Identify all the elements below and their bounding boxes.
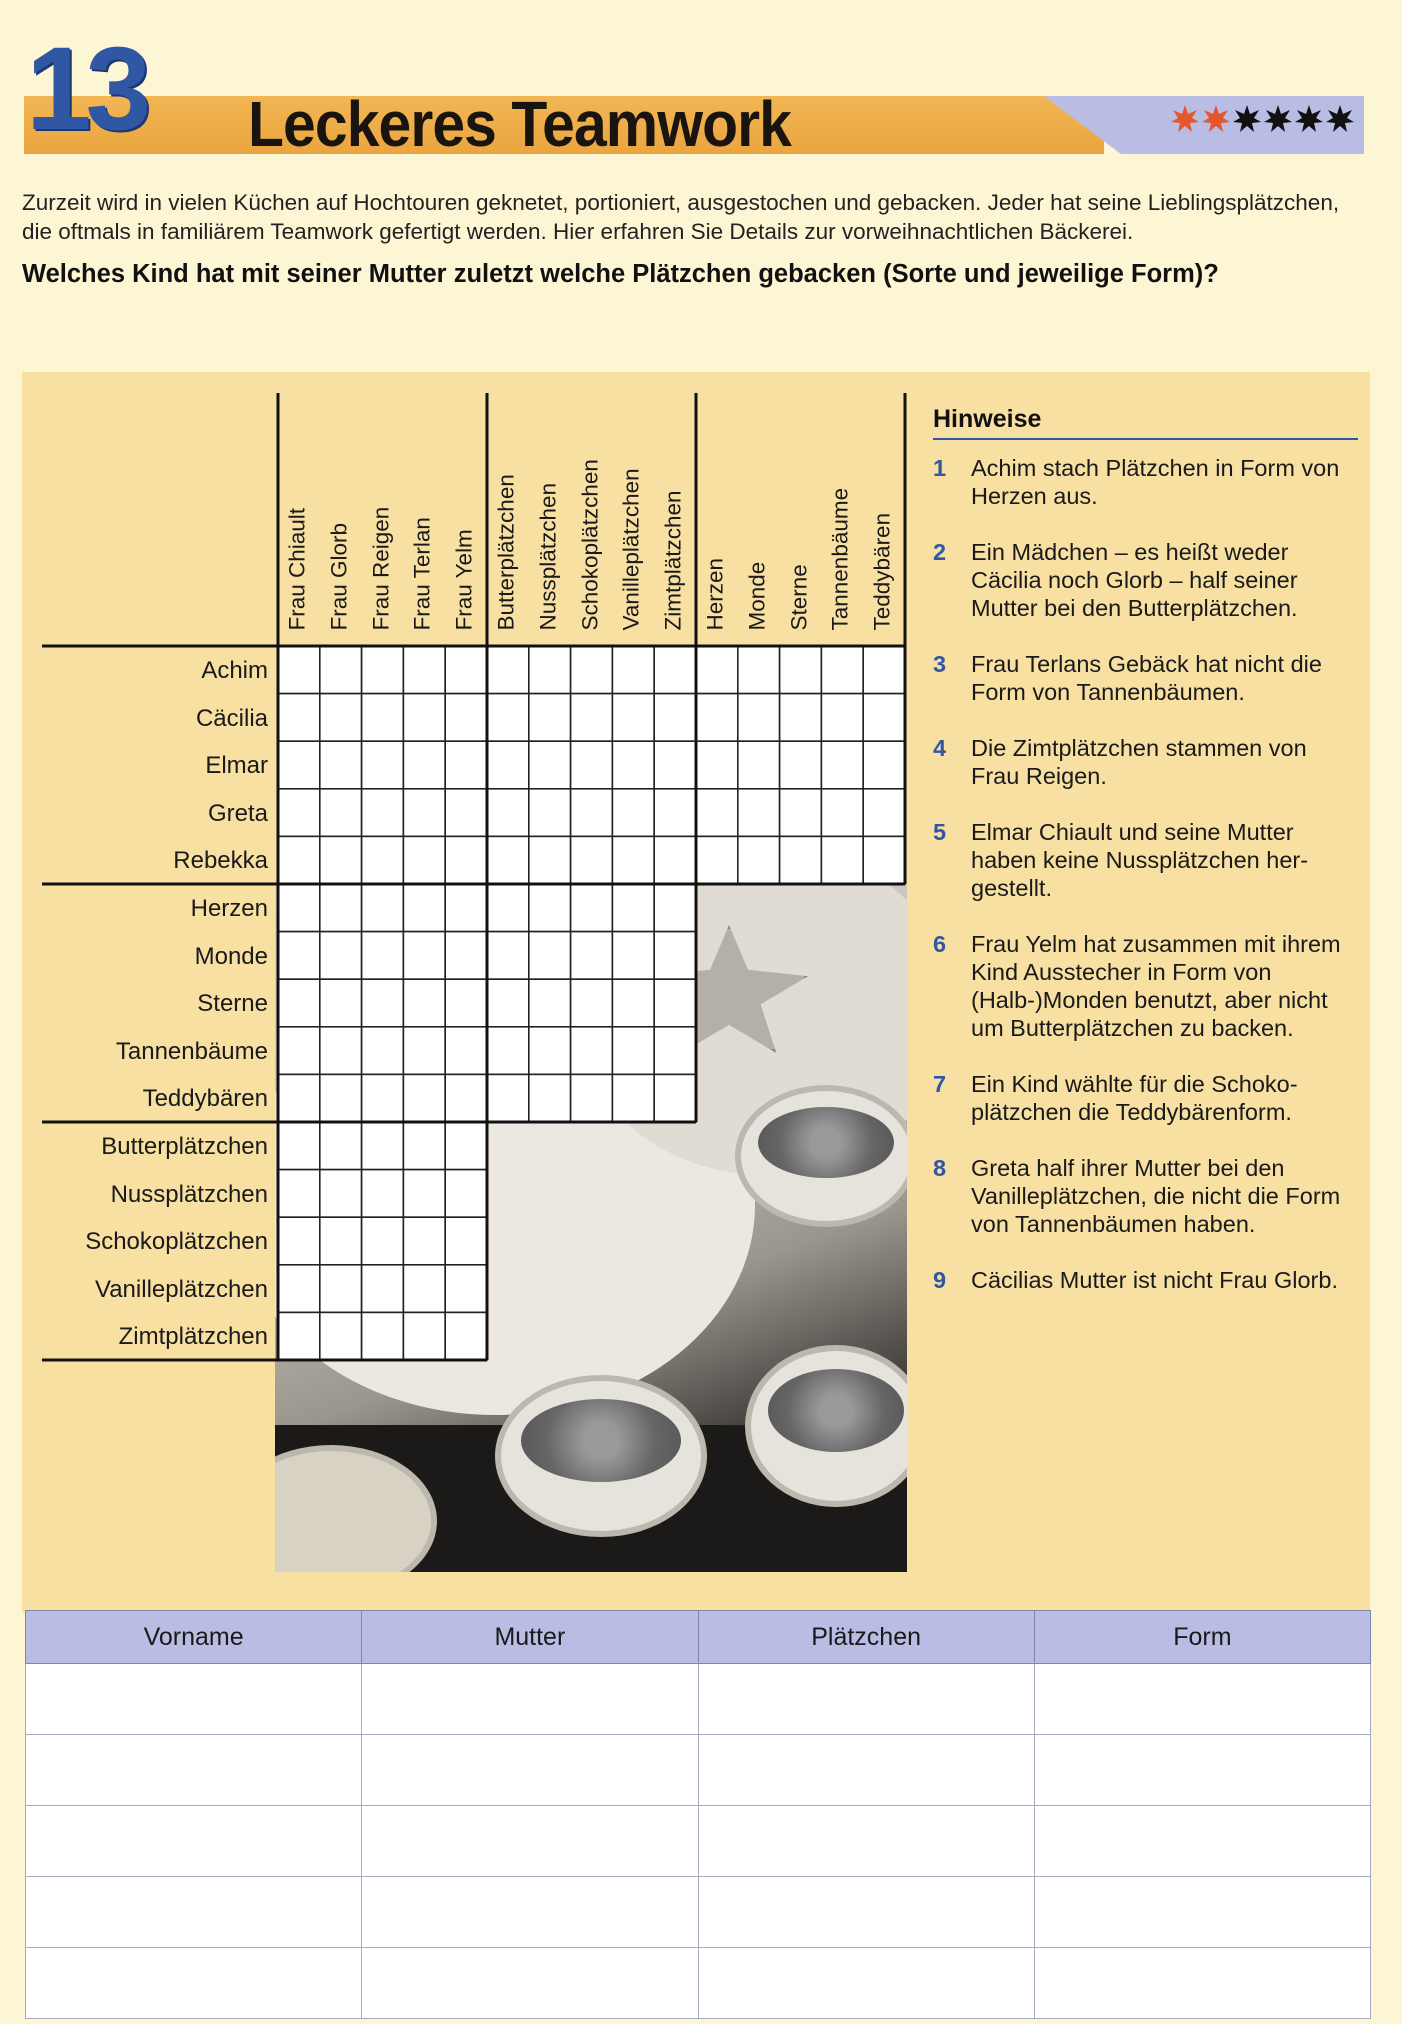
grid-cell[interactable] — [612, 1027, 654, 1075]
answer-cell[interactable] — [26, 1735, 362, 1806]
grid-cell[interactable] — [320, 1170, 362, 1218]
grid-cell[interactable] — [696, 836, 738, 884]
hint-item — [933, 650, 1358, 706]
grid-cell[interactable] — [863, 694, 905, 742]
grid-cell[interactable] — [445, 1027, 487, 1075]
grid-cell[interactable] — [362, 1122, 404, 1170]
grid-column-label: Zimtplätzchen — [660, 490, 686, 631]
grid-cell[interactable] — [529, 1027, 571, 1075]
grid-cell[interactable] — [445, 1217, 487, 1265]
grid-cell[interactable] — [403, 932, 445, 980]
grid-cell[interactable] — [571, 836, 613, 884]
grid-cell[interactable] — [529, 979, 571, 1027]
hint-text: Ein Mädchen – es heißt weder Cäcilia noch Glorb – half seiner Mutter bei den Butterplätzchen. — [971, 539, 1298, 621]
grid-cell[interactable] — [278, 1217, 320, 1265]
grid-cell[interactable] — [320, 741, 362, 789]
hints-title: Hinweise — [933, 405, 1358, 440]
grid-row-label: Rebekka — [173, 847, 268, 875]
grid-cell[interactable] — [278, 1122, 320, 1170]
grid-cell[interactable] — [445, 979, 487, 1027]
grid-cell[interactable] — [362, 1217, 404, 1265]
grid-column-label: Herzen — [702, 557, 728, 631]
hint-item — [933, 538, 1358, 622]
grid-row-label: Achim — [201, 657, 268, 684]
answer-header-vorname: Vorname — [26, 1611, 362, 1664]
grid-cell[interactable] — [278, 1074, 320, 1122]
grid-cell[interactable] — [278, 884, 320, 932]
grid-cell[interactable] — [696, 646, 738, 694]
answer-cell[interactable] — [698, 1735, 1034, 1806]
answer-cell[interactable] — [698, 1664, 1034, 1735]
grid-cell[interactable] — [529, 836, 571, 884]
grid-cell[interactable] — [612, 1074, 654, 1122]
grid-cell[interactable] — [612, 979, 654, 1027]
puzzle-number: 13 — [26, 23, 146, 155]
grid-cell[interactable] — [529, 694, 571, 742]
grid-cell[interactable] — [571, 932, 613, 980]
grid-row-label: Sterne — [197, 990, 268, 1018]
grid-cell[interactable] — [612, 932, 654, 980]
hint-text: Greta half ihrer Mutter bei den Vanilleplätzchen, die nicht die Form von Tannenbäumen haben. — [971, 1155, 1341, 1237]
answer-cell[interactable] — [698, 1948, 1034, 2019]
grid-column-label: Tannenbäume — [827, 487, 853, 631]
answer-header-mutter: Mutter — [362, 1611, 698, 1664]
grid-cell[interactable] — [529, 789, 571, 837]
grid-cell[interactable] — [696, 789, 738, 837]
hint-number: 6 — [933, 931, 947, 957]
grid-cell[interactable] — [362, 836, 404, 884]
grid-cell[interactable] — [403, 789, 445, 837]
answer-cell[interactable] — [698, 1806, 1034, 1877]
grid-cell[interactable] — [278, 646, 320, 694]
grid-cell[interactable] — [487, 694, 529, 742]
answer-cell[interactable] — [1034, 1948, 1370, 2019]
grid-cell[interactable] — [487, 741, 529, 789]
grid-row-label: Monde — [194, 942, 268, 970]
grid-cell[interactable] — [320, 789, 362, 837]
grid-cell[interactable] — [654, 1074, 696, 1122]
grid-cell[interactable] — [278, 1265, 320, 1313]
grid-cell[interactable] — [654, 884, 696, 932]
grid-row-label: Vanilleplätzchen — [94, 1275, 268, 1303]
grid-cell[interactable] — [571, 789, 613, 837]
grid-cell[interactable] — [445, 1122, 487, 1170]
answer-row — [26, 1806, 1371, 1877]
grid-cell[interactable] — [571, 1027, 613, 1075]
grid-cell[interactable] — [571, 884, 613, 932]
grid-cell[interactable] — [738, 741, 780, 789]
grid-cell[interactable] — [362, 884, 404, 932]
grid-cell[interactable] — [780, 789, 822, 837]
grid-cell[interactable] — [863, 836, 905, 884]
grid-cell[interactable] — [403, 1170, 445, 1218]
grid-cell[interactable] — [612, 741, 654, 789]
answer-cell[interactable] — [362, 1806, 698, 1877]
grid-row-label: Schokoplätzchen — [85, 1228, 268, 1256]
answer-header-form: Form — [1034, 1611, 1370, 1664]
grid-cell[interactable] — [612, 884, 654, 932]
grid-cell[interactable] — [487, 884, 529, 932]
grid-cell[interactable] — [445, 1170, 487, 1218]
grid-cell[interactable] — [780, 836, 822, 884]
grid-cell[interactable] — [320, 646, 362, 694]
grid-cell[interactable] — [487, 1027, 529, 1075]
grid-cell[interactable] — [738, 836, 780, 884]
grid-cell[interactable] — [445, 1265, 487, 1313]
grid-cell[interactable] — [487, 932, 529, 980]
hint-number: 8 — [933, 1155, 947, 1181]
grid-cell[interactable] — [403, 836, 445, 884]
grid-cell[interactable] — [278, 1312, 320, 1360]
grid-cell[interactable] — [278, 1027, 320, 1075]
grid-cell[interactable] — [445, 646, 487, 694]
grid-cell[interactable] — [278, 1170, 320, 1218]
grid-cell[interactable] — [612, 694, 654, 742]
grid-cell[interactable] — [445, 836, 487, 884]
grid-cell[interactable] — [362, 1027, 404, 1075]
grid-cell[interactable] — [821, 836, 863, 884]
hint-text: Ein Kind wählte für die Schokoplätzchen die Teddybärenform. — [971, 1071, 1298, 1125]
answer-row — [26, 1877, 1371, 1948]
grid-cell[interactable] — [278, 932, 320, 980]
grid-cell[interactable] — [403, 694, 445, 742]
grid-cell[interactable] — [738, 789, 780, 837]
grid-cell[interactable] — [571, 646, 613, 694]
grid-cell[interactable] — [571, 979, 613, 1027]
grid-cell[interactable] — [821, 741, 863, 789]
grid-cell[interactable] — [654, 694, 696, 742]
grid-cell[interactable] — [529, 884, 571, 932]
grid-cell[interactable] — [654, 789, 696, 837]
answer-header-plaetzchen: Plätzchen — [698, 1611, 1034, 1664]
grid-cell[interactable] — [780, 741, 822, 789]
answer-table — [25, 1610, 1371, 2019]
grid-cell[interactable] — [612, 789, 654, 837]
grid-column-label: Sterne — [786, 564, 812, 631]
grid-cell[interactable] — [654, 836, 696, 884]
grid-cell[interactable] — [529, 1074, 571, 1122]
hint-item — [933, 454, 1358, 510]
grid-cell[interactable] — [403, 1122, 445, 1170]
grid-row-label: Zimtplätzchen — [118, 1323, 268, 1351]
grid-cell[interactable] — [571, 741, 613, 789]
grid-cell[interactable] — [362, 1170, 404, 1218]
answer-cell[interactable] — [1034, 1877, 1370, 1948]
grid-cell[interactable] — [445, 1074, 487, 1122]
grid-column-label: Vanilleplätzchen — [618, 468, 644, 631]
hint-text: Frau Yelm hat zusammen mit ihrem Kind Ausstecher in Form von (Halb-)Monden benutzt, aber nicht um Butterplätzchen zu backen. — [971, 931, 1341, 1041]
grid-cell[interactable] — [362, 741, 404, 789]
grid-row-label: Butterplätzchen — [101, 1133, 268, 1160]
grid-column-label: Monde — [744, 561, 770, 631]
grid-cell[interactable] — [403, 1074, 445, 1122]
puzzle-question: Welches Kind hat mit seiner Mutter zuletzt welche Plätzchen gebacken (Sorte und jeweilige Form)? — [22, 260, 1219, 288]
grid-cell[interactable] — [362, 979, 404, 1027]
grid-cell[interactable] — [487, 836, 529, 884]
grid-cell[interactable] — [362, 646, 404, 694]
grid-row-label: Cäcilia — [195, 704, 268, 732]
hint-number: 3 — [933, 651, 947, 677]
answer-cell[interactable] — [1034, 1664, 1370, 1735]
hint-text: Achim stach Plätzchen in Form von Herzen aus. — [971, 455, 1340, 509]
grid-cell[interactable] — [362, 1074, 404, 1122]
grid-column-label: Teddybären — [869, 512, 895, 631]
grid-cell[interactable] — [362, 1265, 404, 1313]
hint-item — [933, 930, 1358, 1042]
answer-cell[interactable] — [1034, 1735, 1370, 1806]
grid-column-label: Butterplätzchen — [493, 474, 519, 631]
grid-cell[interactable] — [529, 932, 571, 980]
grid-cell[interactable] — [320, 694, 362, 742]
hint-number: 5 — [933, 819, 947, 845]
hint-text: Cäcilias Mutter ist nicht Frau Glorb. — [971, 1267, 1338, 1293]
grid-cell[interactable] — [403, 1265, 445, 1313]
grid-cell[interactable] — [487, 789, 529, 837]
grid-cell[interactable] — [445, 741, 487, 789]
hint-text: Frau Terlans Gebäck hat nicht die Form von Tannenbäumen. — [971, 651, 1322, 705]
grid-column-label: Frau Reigen — [368, 506, 394, 631]
grid-cell[interactable] — [780, 646, 822, 694]
grid-cell[interactable] — [821, 646, 863, 694]
grid-column-label: Frau Terlan — [409, 517, 435, 631]
grid-row-label: Teddybären — [142, 1085, 268, 1113]
grid-cell[interactable] — [487, 1074, 529, 1122]
grid-cell[interactable] — [445, 884, 487, 932]
grid-cell[interactable] — [278, 979, 320, 1027]
hint-item — [933, 1154, 1358, 1238]
grid-row-label: Herzen — [190, 895, 268, 922]
grid-cell[interactable] — [320, 932, 362, 980]
answer-row — [26, 1948, 1371, 2019]
grid-cell[interactable] — [487, 979, 529, 1027]
grid-cell[interactable] — [362, 1312, 404, 1360]
grid-cell[interactable] — [403, 884, 445, 932]
grid-column-label: Frau Yelm — [451, 529, 477, 631]
grid-column-label: Frau Chiault — [284, 507, 310, 631]
grid-cell[interactable] — [612, 646, 654, 694]
grid-cell[interactable] — [320, 1074, 362, 1122]
grid-cell[interactable] — [320, 836, 362, 884]
grid-cell[interactable] — [320, 1027, 362, 1075]
answer-cell[interactable] — [362, 1948, 698, 2019]
grid-column-label: Schokoplätzchen — [577, 459, 603, 631]
grid-cell[interactable] — [278, 694, 320, 742]
hint-number: 7 — [933, 1071, 947, 1097]
answer-cell[interactable] — [362, 1877, 698, 1948]
grid-cell[interactable] — [320, 1312, 362, 1360]
grid-cell[interactable] — [780, 694, 822, 742]
answer-cell[interactable] — [698, 1877, 1034, 1948]
grid-cell[interactable] — [863, 741, 905, 789]
grid-cell[interactable] — [320, 1122, 362, 1170]
grid-cell[interactable] — [403, 1027, 445, 1075]
grid-cell[interactable] — [445, 694, 487, 742]
grid-cell[interactable] — [654, 1027, 696, 1075]
grid-cell[interactable] — [654, 932, 696, 980]
hint-text: Elmar Chiault und seine Mutter haben keine Nussplätzchen hergestellt. — [971, 819, 1309, 901]
grid-column-label: Frau Glorb — [326, 522, 352, 631]
grid-cell[interactable] — [320, 884, 362, 932]
grid-cell[interactable] — [654, 741, 696, 789]
grid-row-label: Tannenbäume — [115, 1037, 268, 1065]
grid-cell[interactable] — [529, 741, 571, 789]
grid-cell[interactable] — [738, 646, 780, 694]
grid-cell[interactable] — [403, 1312, 445, 1360]
puzzle-title: Leckeres Teamwork — [248, 88, 791, 160]
grid-cell[interactable] — [612, 836, 654, 884]
answer-cell[interactable] — [26, 1877, 362, 1948]
hint-item — [933, 818, 1358, 902]
grid-cell[interactable] — [278, 789, 320, 837]
grid-cell[interactable] — [403, 979, 445, 1027]
grid-cell[interactable] — [278, 836, 320, 884]
answer-cell[interactable] — [362, 1735, 698, 1806]
grid-row-label: Greta — [207, 799, 268, 827]
hint-number: 2 — [933, 539, 947, 565]
intro-text: Zurzeit wird in vielen Küchen auf Hochtouren geknetet, portioniert, ausgestochen und gebacken. Jeder hat seine Lieblingsplätzchen, die oftmals in familiärem Teamwork gefertigt werden. Hier erfahren Sie Details zur vorweihnachtlichen Bäckerei. — [22, 190, 1340, 244]
hint-number: 1 — [933, 455, 947, 481]
grid-cell[interactable] — [821, 789, 863, 837]
hints-panel — [933, 405, 1358, 1322]
grid-cell[interactable] — [696, 694, 738, 742]
grid-cell[interactable] — [403, 741, 445, 789]
grid-row-label: Nussplätzchen — [110, 1180, 268, 1208]
grid-cell[interactable] — [571, 694, 613, 742]
grid-cell[interactable] — [320, 1265, 362, 1313]
hints-list — [933, 454, 1358, 1294]
grid-cell[interactable] — [863, 789, 905, 837]
answer-cell[interactable] — [26, 1948, 362, 2019]
hint-number: 4 — [933, 735, 947, 761]
grid-cell[interactable] — [445, 1312, 487, 1360]
answer-cell[interactable] — [26, 1664, 362, 1735]
grid-cell[interactable] — [278, 741, 320, 789]
grid-cell[interactable] — [320, 1217, 362, 1265]
answer-row — [26, 1735, 1371, 1806]
grid-cell[interactable] — [487, 646, 529, 694]
grid-column-label: Nussplätzchen — [535, 482, 561, 631]
hint-item — [933, 1070, 1358, 1126]
grid-cell[interactable] — [863, 646, 905, 694]
grid-cell[interactable] — [571, 1074, 613, 1122]
answer-cell[interactable] — [362, 1664, 698, 1735]
grid-cell[interactable] — [445, 789, 487, 837]
grid-cell[interactable] — [529, 646, 571, 694]
answer-cell[interactable] — [26, 1806, 362, 1877]
grid-cell[interactable] — [738, 694, 780, 742]
grid-cell[interactable] — [696, 741, 738, 789]
grid-cell[interactable] — [362, 694, 404, 742]
hint-item — [933, 1266, 1358, 1294]
grid-cell[interactable] — [362, 932, 404, 980]
grid-row-label: Elmar — [205, 752, 268, 780]
grid-cell[interactable] — [403, 1217, 445, 1265]
grid-cell[interactable] — [821, 694, 863, 742]
grid-cell[interactable] — [654, 979, 696, 1027]
answer-cell[interactable] — [1034, 1806, 1370, 1877]
hint-item — [933, 734, 1358, 790]
hint-number: 9 — [933, 1267, 947, 1293]
grid-cell[interactable] — [654, 646, 696, 694]
grid-cell[interactable] — [320, 979, 362, 1027]
grid-cell[interactable] — [362, 789, 404, 837]
grid-cell[interactable] — [403, 646, 445, 694]
hint-text: Die Zimtplätzchen stammen von Frau Reigen. — [971, 735, 1307, 789]
grid-cell[interactable] — [445, 932, 487, 980]
answer-row — [26, 1664, 1371, 1735]
